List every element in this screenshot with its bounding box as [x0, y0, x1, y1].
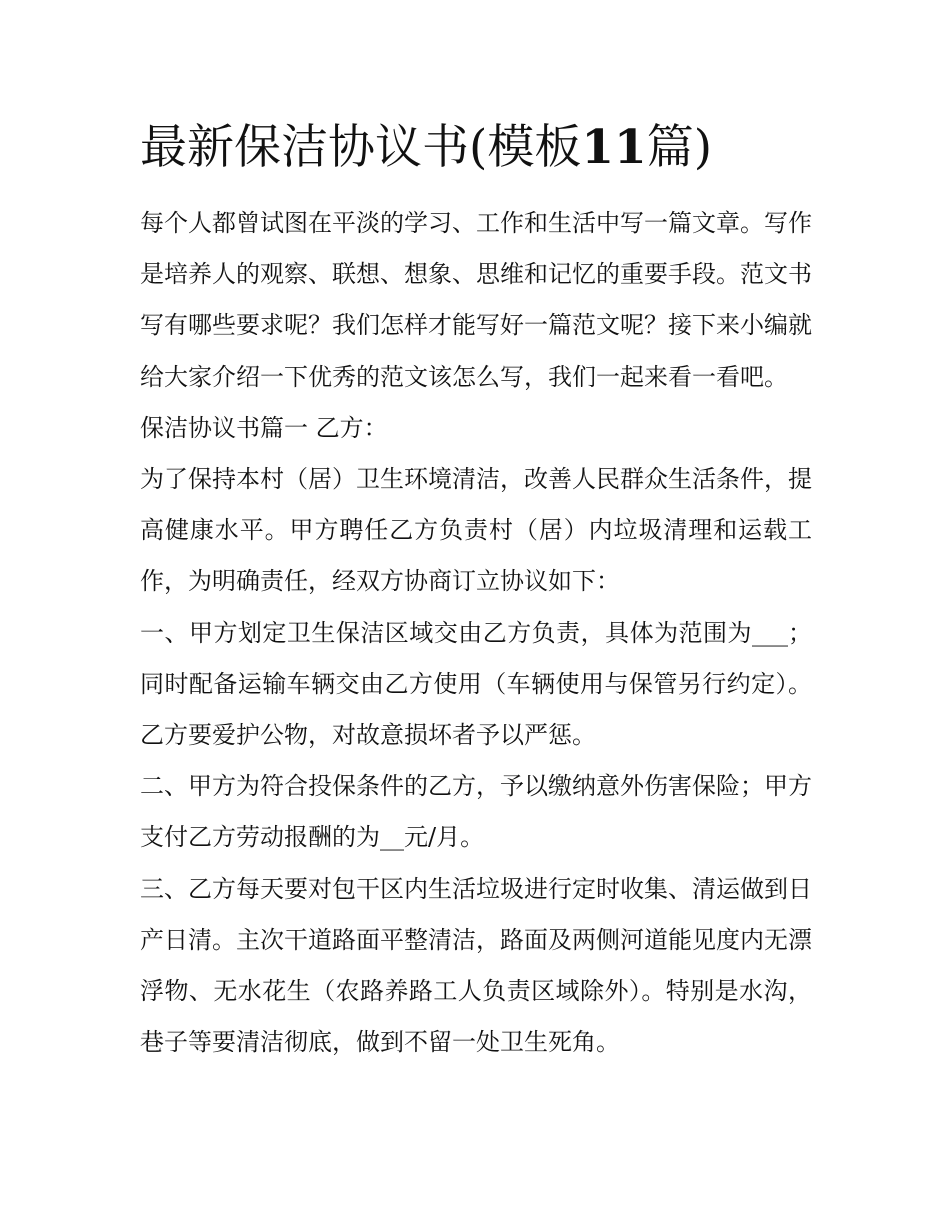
- document-title: [140, 116, 840, 180]
- intro-paragraph: 每个人都曾试图在平淡的学习、工作和生活中写一篇文章。写作是培养人的观察、联想、想象、思维和记忆的重要手段。范文书写有哪些要求呢？我们怎样才能写好一篇范文呢？接下来小编就给大家介绍一下优秀的范文该怎么写，我们一起来看一看吧。: [140, 209, 812, 391]
- title-end: 篇): [646, 120, 713, 175]
- title-number: 11: [581, 120, 647, 175]
- clause-2-paragraph: 二、甲方为符合投保条件的乙方，予以缴纳意外伤害保险；甲方支付乙方劳动报酬的为__元/月。: [140, 772, 812, 852]
- section-heading: 保洁协议书篇一 乙方：: [140, 413, 388, 442]
- title-main: 最新保洁协议书(模板: [140, 120, 582, 175]
- document-body: [140, 198, 812, 1068]
- preamble-paragraph: 为了保持本村（居）卫生环境清洁，改善人民群众生活条件，提高健康水平。甲方聘任乙方负责村（居）内垃圾清理和运载工作，为明确责任，经双方协商订立协议如下：: [140, 465, 812, 596]
- clause-1-paragraph: 一、甲方划定卫生保洁区域交由乙方负责，具体为范围为___；同时配备运输车辆交由乙方使用（车辆使用与保管另行约定）。乙方要爱护公物，对故意损坏者予以严惩。: [140, 618, 812, 750]
- clause-3-paragraph: 三、乙方每天要对包干区内生活垃圾进行定时收集、清运做到日产日清。主次干道路面平整清洁，路面及两侧河道能见度内无漂浮物、无水花生（农路养路工人负责区域除外）。特别是水沟，巷子等要清洁彻底，做到不留一处卫生死角。: [140, 874, 812, 1057]
